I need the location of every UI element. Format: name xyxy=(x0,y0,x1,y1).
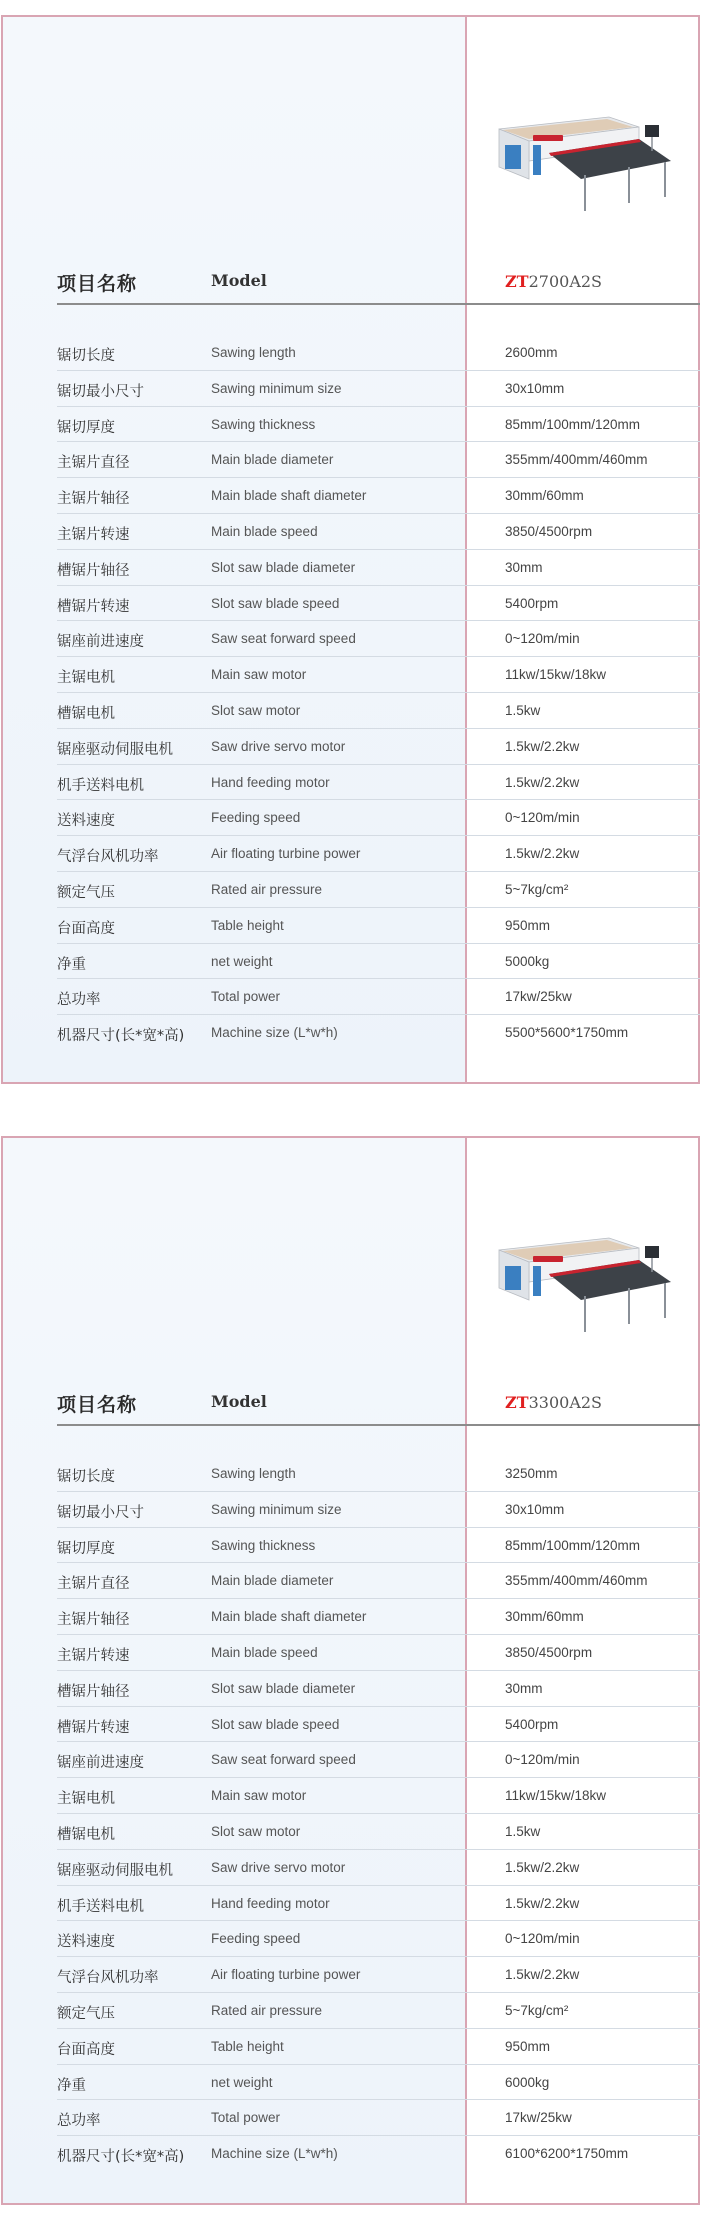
spec-value: 1.5kw/2.2kw xyxy=(505,1859,580,1875)
spec-row xyxy=(3,836,700,872)
spec-row xyxy=(3,765,700,801)
spec-value: 950mm xyxy=(505,917,551,933)
spec-name-cn: 送料速度 xyxy=(57,1934,115,1951)
spec-value: 2600mm xyxy=(505,345,558,360)
model-code xyxy=(505,272,602,291)
spec-value: 355mm/400mm/460mm xyxy=(505,1573,648,1589)
spec-name-en: Main blade shaft diameter xyxy=(211,488,367,504)
spec-row xyxy=(3,1563,700,1599)
model-suffix: 3300A2S xyxy=(528,1393,603,1412)
spec-name-en: Total power xyxy=(211,989,281,1005)
spec-name-en: Slot saw blade speed xyxy=(211,1716,340,1732)
spec-name-cn: 机手送料电机 xyxy=(57,777,144,794)
spec-name-en: Sawing thickness xyxy=(211,416,316,432)
spec-row xyxy=(3,407,700,443)
spec-name-en: Saw seat forward speed xyxy=(211,631,356,647)
spec-name-en: Slot saw blade diameter xyxy=(211,1680,356,1696)
spec-value: 5400rpm xyxy=(505,595,559,611)
spec-name-cn: 台面高度 xyxy=(57,2041,115,2058)
spec-row xyxy=(3,1015,700,1051)
spec-name-en: Sawing minimum size xyxy=(211,1501,342,1517)
spec-value: 6100*6200*1750mm xyxy=(505,2146,629,2162)
spec-name-en: Main blade shaft diameter xyxy=(211,1609,367,1625)
spec-name-en: Air floating turbine power xyxy=(211,1967,361,1983)
header-divider xyxy=(57,1424,700,1426)
spec-name-cn: 锯切厚度 xyxy=(57,1540,115,1557)
model-prefix: ZT xyxy=(505,1393,529,1412)
spec-row xyxy=(3,657,700,693)
spec-name-en: Hand feeding motor xyxy=(211,1895,330,1911)
header-model-label: Model xyxy=(211,271,267,290)
spec-rows xyxy=(3,335,700,1051)
spec-value: 11kw/15kw/18kw xyxy=(505,667,607,683)
spec-name-cn: 额定气压 xyxy=(57,2005,115,2022)
spec-name-cn: 送料速度 xyxy=(57,813,115,830)
spec-value: 3850/4500rpm xyxy=(505,1644,593,1660)
spec-row xyxy=(3,478,700,514)
spec-row xyxy=(3,1707,700,1743)
spec-name-cn: 槽锯片轴径 xyxy=(57,562,130,579)
spec-name-en: Table height xyxy=(211,2038,284,2054)
spec-row xyxy=(3,1921,700,1957)
spec-sheet-1 xyxy=(1,15,700,1084)
spec-name-cn: 主锯片轴径 xyxy=(57,491,130,508)
spec-row xyxy=(3,1742,700,1778)
spec-value: 6000kg xyxy=(505,2074,550,2090)
spec-name-cn: 槽锯片转速 xyxy=(57,598,130,615)
spec-name-cn: 锯切长度 xyxy=(57,1469,115,1485)
spec-row xyxy=(3,1492,700,1528)
spec-value: 1.5kw/2.2kw xyxy=(505,738,580,754)
spec-value: 17kw/25kw xyxy=(505,989,572,1005)
spec-name-en: Main blade speed xyxy=(211,523,318,539)
spec-name-en: Slot saw motor xyxy=(211,1823,301,1839)
spec-name-en: Main blade speed xyxy=(211,1644,318,1660)
spec-row xyxy=(3,693,700,729)
spec-value: 0~120m/min xyxy=(505,1752,580,1768)
spec-name-en: Machine size (L*w*h) xyxy=(211,1025,338,1041)
spec-name-cn: 锯切厚度 xyxy=(57,419,115,436)
spec-name-en: Saw seat forward speed xyxy=(211,1752,356,1768)
header-item-name: 项目名称 xyxy=(57,273,138,295)
spec-row xyxy=(3,800,700,836)
spec-row xyxy=(3,1456,700,1492)
spec-name-en: Saw drive servo motor xyxy=(211,738,346,754)
spec-name-cn: 总功率 xyxy=(57,992,101,1009)
spec-name-en: Main saw motor xyxy=(211,667,307,683)
spec-row xyxy=(3,1957,700,1993)
spec-name-cn: 主锯片转速 xyxy=(57,1647,130,1664)
spec-name-en: Main blade diameter xyxy=(211,1573,334,1589)
spec-name-cn: 机器尺寸(长*宽*高) xyxy=(57,1028,185,1045)
spec-name-cn: 主锯电机 xyxy=(57,670,115,687)
model-prefix: ZT xyxy=(505,272,529,291)
spec-name-cn: 气浮台风机功率 xyxy=(57,1970,159,1987)
spec-row xyxy=(3,2100,700,2136)
spec-name-en: Machine size (L*w*h) xyxy=(211,2146,338,2162)
spec-row xyxy=(3,1599,700,1635)
spec-row xyxy=(3,2029,700,2065)
header-item-name: 项目名称 xyxy=(57,1394,138,1416)
spec-name-cn: 锯座前进速度 xyxy=(57,1755,144,1772)
spec-name-cn: 主锯片直径 xyxy=(57,1576,130,1593)
spec-name-en: Sawing length xyxy=(211,1466,296,1481)
spec-value: 1.5kw/2.2kw xyxy=(505,1967,580,1983)
spec-row xyxy=(3,1814,700,1850)
spec-name-cn: 净重 xyxy=(57,2077,86,2094)
spec-name-en: Table height xyxy=(211,917,284,933)
spec-name-en: Sawing minimum size xyxy=(211,380,342,396)
spec-row xyxy=(3,514,700,550)
spec-value: 11kw/15kw/18kw xyxy=(505,1788,607,1804)
spec-rows xyxy=(3,1456,700,2172)
spec-row xyxy=(3,1528,700,1564)
spec-row xyxy=(3,2065,700,2101)
spec-name-cn: 主锯电机 xyxy=(57,1791,115,1808)
spec-value: 0~120m/min xyxy=(505,810,580,826)
spec-name-en: Slot saw blade speed xyxy=(211,595,340,611)
spec-value: 5500*5600*1750mm xyxy=(505,1025,629,1041)
spec-name-en: net weight xyxy=(211,2074,273,2090)
model-code xyxy=(505,1393,602,1412)
spec-name-en: Air floating turbine power xyxy=(211,846,361,862)
spec-row xyxy=(3,586,700,622)
spec-sheet-2 xyxy=(1,1136,700,2205)
spec-value: 0~120m/min xyxy=(505,631,580,647)
spec-value: 0~120m/min xyxy=(505,1931,580,1947)
spec-name-cn: 额定气压 xyxy=(57,884,115,901)
spec-value: 5000kg xyxy=(505,953,550,969)
spec-name-cn: 槽锯片轴径 xyxy=(57,1683,130,1700)
spec-value: 85mm/100mm/120mm xyxy=(505,1537,641,1553)
spec-name-cn: 台面高度 xyxy=(57,920,115,937)
spec-value: 355mm/400mm/460mm xyxy=(505,452,648,468)
spec-value: 30mm xyxy=(505,559,543,575)
spec-name-en: Sawing length xyxy=(211,345,296,360)
header-divider xyxy=(57,303,700,305)
spec-name-cn: 锯座驱动伺服电机 xyxy=(57,741,173,758)
spec-value: 1.5kw xyxy=(505,1823,541,1839)
spec-value: 5~7kg/cm² xyxy=(505,2002,569,2018)
spec-row xyxy=(3,1886,700,1922)
spec-row xyxy=(3,442,700,478)
model-suffix: 2700A2S xyxy=(528,272,603,291)
spec-name-en: Slot saw motor xyxy=(211,702,301,718)
table-header xyxy=(3,257,700,305)
table-header xyxy=(3,1378,700,1426)
spec-name-en: Sawing thickness xyxy=(211,1537,316,1553)
spec-value: 1.5kw/2.2kw xyxy=(505,1895,580,1911)
spec-value: 1.5kw xyxy=(505,702,541,718)
spec-name-en: Total power xyxy=(211,2110,281,2126)
spec-row xyxy=(3,1635,700,1671)
spec-value: 1.5kw/2.2kw xyxy=(505,846,580,862)
spec-row xyxy=(3,550,700,586)
spec-value: 30mm xyxy=(505,1680,543,1696)
spec-name-en: Main blade diameter xyxy=(211,452,334,468)
spec-name-cn: 锯座前进速度 xyxy=(57,634,144,651)
spec-name-cn: 锯座驱动伺服电机 xyxy=(57,1862,173,1879)
spec-name-cn: 槽锯电机 xyxy=(57,705,115,722)
spec-name-cn: 总功率 xyxy=(57,2113,101,2130)
panel-saw-machine-illustration xyxy=(489,1230,675,1340)
spec-row xyxy=(3,1850,700,1886)
spec-value: 3850/4500rpm xyxy=(505,523,593,539)
panel-saw-machine-illustration xyxy=(489,109,675,219)
spec-value: 30x10mm xyxy=(505,380,565,396)
spec-name-cn: 净重 xyxy=(57,956,86,973)
spec-name-cn: 气浮台风机功率 xyxy=(57,849,159,866)
spec-name-en: Rated air pressure xyxy=(211,2002,323,2018)
spec-row xyxy=(3,1671,700,1707)
spec-value: 30x10mm xyxy=(505,1501,565,1517)
spec-name-en: Feeding speed xyxy=(211,1931,301,1947)
spec-row xyxy=(3,908,700,944)
spec-name-en: Slot saw blade diameter xyxy=(211,559,356,575)
spec-row xyxy=(3,621,700,657)
header-model-label: Model xyxy=(211,1392,267,1411)
spec-name-cn: 主锯片直径 xyxy=(57,455,130,472)
spec-name-cn: 锯切最小尺寸 xyxy=(57,383,144,400)
spec-value: 1.5kw/2.2kw xyxy=(505,774,580,790)
spec-name-en: Hand feeding motor xyxy=(211,774,330,790)
spec-name-cn: 锯切长度 xyxy=(57,348,115,364)
spec-name-cn: 机器尺寸(长*宽*高) xyxy=(57,2149,185,2166)
spec-name-cn: 机手送料电机 xyxy=(57,1898,144,1915)
spec-row xyxy=(3,2136,700,2172)
spec-row xyxy=(3,371,700,407)
spec-name-cn: 槽锯电机 xyxy=(57,1826,115,1843)
spec-name-en: Saw drive servo motor xyxy=(211,1859,346,1875)
spec-name-en: Main saw motor xyxy=(211,1788,307,1804)
spec-value: 3250mm xyxy=(505,1466,558,1481)
spec-row xyxy=(3,944,700,980)
spec-name-en: Feeding speed xyxy=(211,810,301,826)
spec-row xyxy=(3,979,700,1015)
spec-value: 85mm/100mm/120mm xyxy=(505,416,641,432)
spec-value: 17kw/25kw xyxy=(505,2110,572,2126)
spec-name-cn: 主锯片转速 xyxy=(57,526,130,543)
spec-value: 5400rpm xyxy=(505,1716,559,1732)
spec-value: 5~7kg/cm² xyxy=(505,881,569,897)
spec-value: 30mm/60mm xyxy=(505,1609,584,1625)
spec-name-cn: 槽锯片转速 xyxy=(57,1719,130,1736)
spec-name-cn: 锯切最小尺寸 xyxy=(57,1504,144,1521)
spec-name-cn: 主锯片轴径 xyxy=(57,1612,130,1629)
spec-value: 30mm/60mm xyxy=(505,488,584,504)
spec-row xyxy=(3,872,700,908)
spec-row xyxy=(3,729,700,765)
spec-value: 950mm xyxy=(505,2038,551,2054)
spec-name-en: Rated air pressure xyxy=(211,881,323,897)
spec-row xyxy=(3,1993,700,2029)
spec-name-en: net weight xyxy=(211,953,273,969)
spec-row xyxy=(3,1778,700,1814)
spec-row xyxy=(3,335,700,371)
